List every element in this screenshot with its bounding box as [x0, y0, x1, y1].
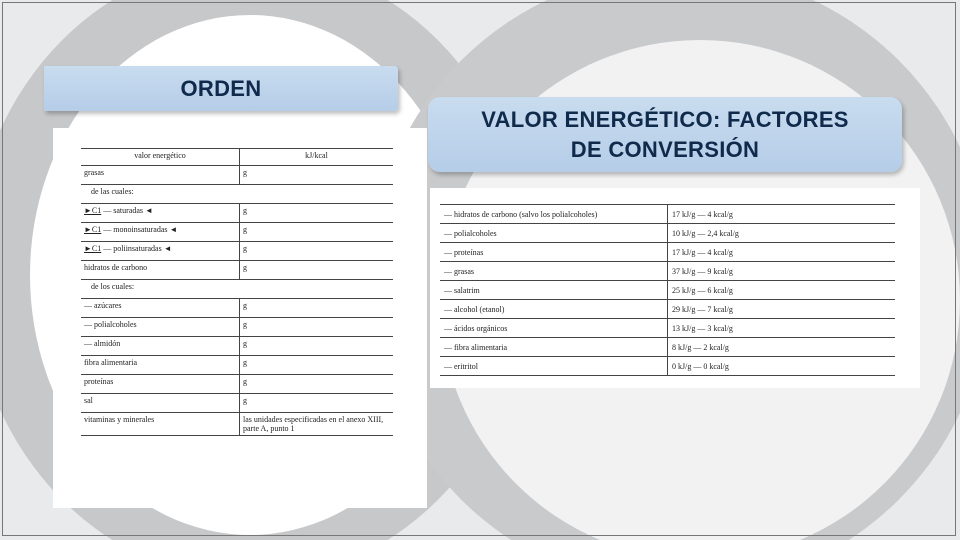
- table-row: sal g: [81, 394, 393, 413]
- table-row: ►C1 — poliinsaturadas ◄ g: [81, 242, 393, 261]
- table-row: — proteínas 17 kJ/g — 4 kcal/g: [440, 243, 895, 262]
- table-row: hidratos de carbono g: [81, 261, 393, 280]
- orden-title-text: ORDEN: [180, 75, 262, 101]
- conversion-factors-table: [440, 204, 895, 376]
- table-row: — eritritol 0 kJ/g — 0 kcal/g: [440, 357, 895, 376]
- table-row: — hidratos de carbono (salvo los polialcoholes) 17 kJ/g — 4 kcal/g: [440, 205, 895, 224]
- table-row: proteínas g: [81, 375, 393, 394]
- table-row: ►C1 — saturadas ◄ g: [81, 204, 393, 223]
- orden-table: [81, 148, 393, 436]
- table-row: grasas g: [81, 166, 393, 185]
- table-row: fibra alimentaria g: [81, 356, 393, 375]
- table-row: — alcohol (etanol) 29 kJ/g — 7 kcal/g: [440, 300, 895, 319]
- table-row: — polialcoholes 10 kJ/g — 2,4 kcal/g: [440, 224, 895, 243]
- table-header: valor energético: [81, 149, 240, 166]
- table-header: kJ/kcal: [240, 149, 394, 166]
- table-row: — fibra alimentaria 8 kJ/g — 2 kcal/g: [440, 338, 895, 357]
- table-row: vitaminas y minerales las unidades especificadas en el anexo XIII, parte A, punto 1: [81, 413, 393, 436]
- table-row: — almidón g: [81, 337, 393, 356]
- orden-title: [44, 66, 398, 111]
- valor-title-line2: DE CONVERSIÓN: [570, 136, 760, 162]
- table-row: — salatrim 25 kJ/g — 6 kcal/g: [440, 281, 895, 300]
- conversion-table-panel: [430, 188, 920, 388]
- amendment-marker: ►C1: [84, 206, 102, 215]
- orden-table-panel: [53, 128, 427, 508]
- table-row: de los cuales:: [81, 280, 393, 299]
- table-row: — ácidos orgánicos 13 kJ/g — 3 kcal/g: [440, 319, 895, 338]
- amendment-marker: ►C1: [84, 225, 102, 234]
- valor-title-line1: VALOR ENERGÉTICO: FACTORES: [481, 106, 849, 132]
- amendment-marker: ►C1: [84, 244, 102, 253]
- table-row: — polialcoholes g: [81, 318, 393, 337]
- table-row: de las cuales:: [81, 185, 393, 204]
- table-row: — grasas 37 kJ/g — 9 kcal/g: [440, 262, 895, 281]
- table-row: ►C1 — monoinsaturadas ◄ g: [81, 223, 393, 242]
- table-row: — azúcares g: [81, 299, 393, 318]
- valor-energetico-title: [428, 97, 902, 172]
